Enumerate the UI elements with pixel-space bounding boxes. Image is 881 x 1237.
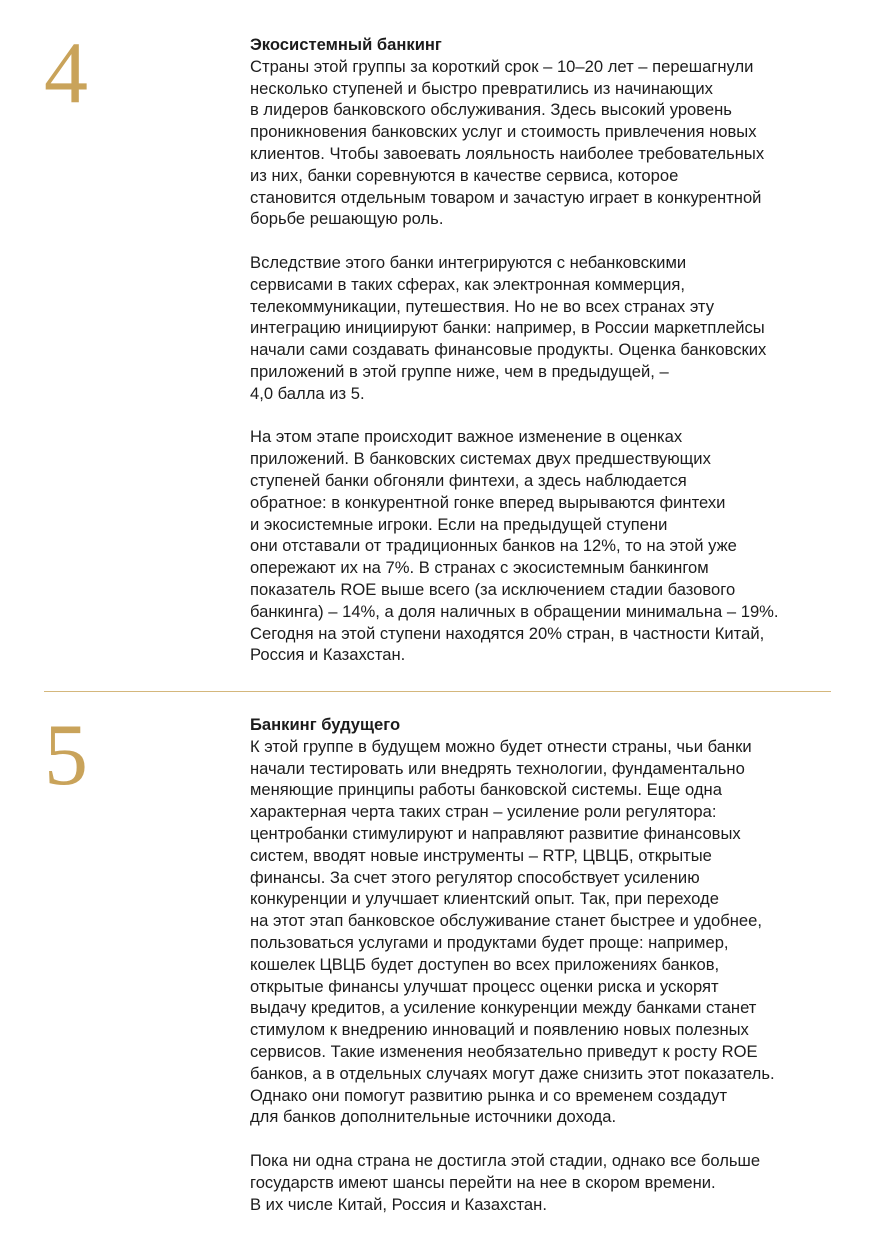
paragraph [250, 56, 840, 230]
text-line: открытые финансы улучшат процесс оценки риска и ускорят [250, 976, 719, 996]
text-line: телекоммуникации, путешествия. Но не во всех странах эту [250, 296, 715, 316]
text-line: начали тестировать или внедрять технологии, фундаментально [250, 758, 745, 778]
text-line: пользоваться услугами и продуктами будет проще: например, [250, 932, 729, 952]
text-line: показатель ROE выше всего (за исключением стадии базового [250, 579, 736, 599]
text-line: Однако они помогут развитию рынка и со временем создадут [250, 1085, 728, 1105]
text-line: систем, вводят новые инструменты – RTP, ЦВЦБ, открытые [250, 845, 712, 865]
text-line: Пока ни одна страна не достигла этой стадии, однако все больше [250, 1150, 761, 1170]
text-line: банков, а в отдельных случаях могут даже снизить этот показатель. [250, 1063, 775, 1083]
text-line: Вследствие этого банки интегрируются с небанковскими [250, 252, 687, 272]
text-line: борьбе решающую роль. [250, 209, 444, 229]
text-line: В их числе Китай, Россия и Казахстан. [250, 1194, 547, 1214]
text-line: Сегодня на этой ступени находятся 20% стран, в частности Китай, [250, 623, 765, 643]
text-line: государств имеют шансы перейти на нее в скором времени. [250, 1172, 716, 1192]
text-line: становится отдельным товаром и зачастую играет в конкурентной [250, 187, 762, 207]
text-line: Россия и Казахстан. [250, 645, 406, 665]
text-line: К этой группе в будущем можно будет отнести страны, чьи банки [250, 736, 752, 756]
text-line: для банков дополнительные источники дохода. [250, 1107, 617, 1127]
text-line: конкуренции и улучшает клиентский опыт. Так, при переходе [250, 889, 719, 909]
text-line: банкинга) – 14%, а доля наличных в обращении минимальна – 19%. [250, 601, 779, 621]
section-content [250, 714, 840, 1215]
text-line: обратное: в конкурентной гонке вперед вырываются финтехи [250, 492, 726, 512]
text-line: приложений в этой группе ниже, чем в предыдущей, – [250, 361, 669, 381]
text-line: начали сами создавать финансовые продукты. Оценка банковских [250, 340, 767, 360]
paragraph [250, 426, 840, 666]
text-line: На этом этапе происходит важное изменение в оценках [250, 427, 683, 447]
text-line: в лидеров банковского обслуживания. Здесь высокий уровень [250, 100, 732, 120]
text-line: и экосистемные игроки. Если на предыдущей ступени [250, 514, 668, 534]
section-number: 5 [44, 707, 88, 804]
text-line: 4,0 балла из 5. [250, 383, 365, 403]
text-line: сервисами в таких сферах, как электронная коммерция, [250, 274, 686, 294]
text-line: кошелек ЦВЦБ будет доступен во всех приложениях банков, [250, 954, 720, 974]
text-line: на этот этап банковское обслуживание станет быстрее и удобнее, [250, 911, 762, 931]
text-line: сервисов. Такие изменения необязательно приведут к росту ROE [250, 1041, 758, 1061]
text-line: приложений. В банковских системах двух предшествующих [250, 449, 711, 469]
text-line: ступеней банки обгоняли финтехи, а здесь наблюдается [250, 470, 687, 490]
section-title: Банкинг будущего [250, 715, 401, 734]
text-line: стимулом к внедрению инноваций и появлению новых полезных [250, 1020, 749, 1040]
paragraph [250, 736, 840, 1128]
text-line: центробанки стимулируют и направляют развитие финансовых [250, 823, 741, 843]
section-content [250, 34, 840, 666]
text-line: выдачу кредитов, а усиление конкуренции между банками станет [250, 998, 757, 1018]
text-line: финансы. За счет этого регулятор способствует усилению [250, 867, 700, 887]
text-line: интеграцию инициируют банки: например, в России маркетплейсы [250, 318, 765, 338]
text-line: клиентов. Чтобы завоевать лояльность наиболее требовательных [250, 143, 765, 163]
paragraph [250, 252, 840, 405]
section-number: 4 [44, 25, 88, 122]
section-divider [44, 691, 831, 692]
paragraph [250, 1150, 840, 1215]
text-line: характерная черта таких стран – усиление роли регулятора: [250, 802, 717, 822]
text-line: Страны этой группы за короткий срок – 10–20 лет – перешагнули [250, 56, 754, 76]
text-line: из них, банки соревнуются в качестве сервиса, которое [250, 165, 679, 185]
text-line: несколько ступеней и быстро превратились из начинающих [250, 78, 713, 98]
text-line: проникновения банковских услуг и стоимость привлечения новых [250, 122, 757, 142]
section-title: Экосистемный банкинг [250, 35, 442, 54]
text-line: опережают их на 7%. В странах с экосистемным банкингом [250, 558, 709, 578]
text-line: меняющие принципы работы банковской системы. Еще одна [250, 780, 722, 800]
text-line: они отставали от традиционных банков на 12%, то на этой уже [250, 536, 737, 556]
